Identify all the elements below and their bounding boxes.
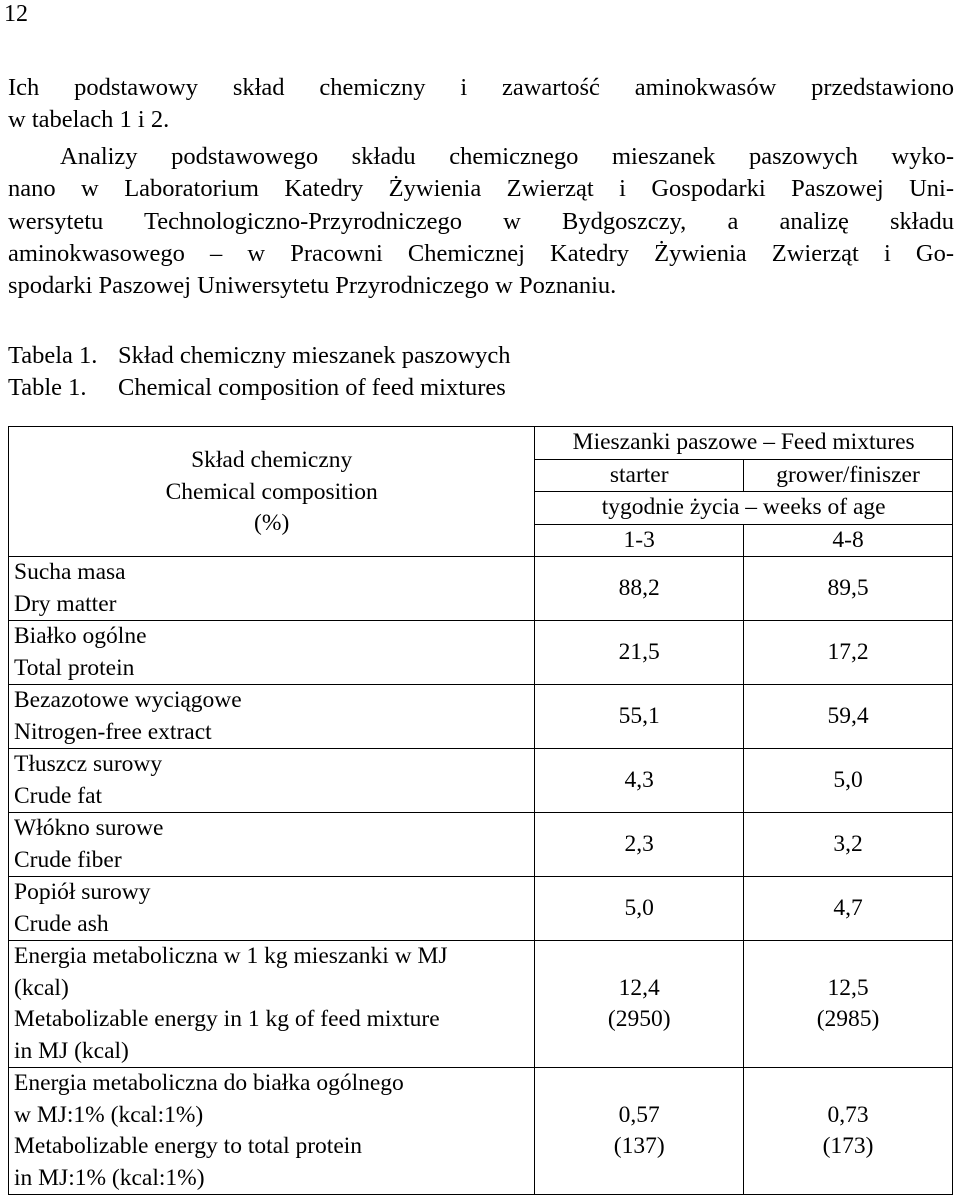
table-caption-pl (8, 340, 511, 372)
grower-value (744, 685, 953, 749)
row-label-line: Energia metaboliczna w 1 kg mieszanki w MJ (14, 943, 448, 969)
caption-text-en: Chemical composition of feed mixtures (118, 374, 506, 401)
header-starter: starter (535, 459, 744, 492)
row-label-line: Dry matter (14, 590, 117, 617)
table-row (9, 749, 953, 813)
row-label-line: Nitrogen-free extract (14, 718, 212, 745)
starter-value-line: 88,2 (618, 574, 660, 601)
table-row (9, 621, 953, 685)
grower-value-line: 12,5 (827, 974, 869, 1001)
analysis-line: Analizy podstawowego składu chemicznego mieszanek paszowych wyko- (60, 143, 954, 170)
caption-label-pl: Tabela 1. (8, 342, 98, 369)
row-label-line: in MJ:1% (kcal:1%) (14, 1164, 205, 1191)
row-label (9, 749, 535, 813)
starter-value-line: 5,0 (624, 894, 654, 921)
grower-value-line: 59,4 (827, 702, 869, 729)
row-label (9, 941, 535, 1068)
header-composition-unit: (%) (254, 510, 290, 536)
row-label-line: Crude fiber (14, 846, 122, 873)
starter-value (535, 1068, 744, 1195)
starter-value-line: 21,5 (618, 638, 660, 665)
table-row (9, 941, 953, 1068)
grower-value-line: (173) (822, 1133, 874, 1159)
header-weeks-starter: 1-3 (535, 524, 744, 557)
composition-table (8, 426, 953, 1195)
row-label-line: Tłuszcz surowy (14, 751, 163, 777)
grower-value-line: 4,7 (833, 894, 863, 921)
grower-value (744, 557, 953, 621)
table-row (9, 557, 953, 621)
analysis-paragraph (8, 141, 954, 302)
header-composition-en: Chemical composition (165, 478, 378, 505)
table-row (9, 813, 953, 877)
caption-text-pl: Skład chemiczny mieszanek paszowych (118, 342, 511, 369)
page-number: 12 (4, 1, 28, 27)
row-label (9, 621, 535, 685)
starter-value (535, 685, 744, 749)
table-row (9, 1068, 953, 1195)
starter-value-line: (137) (613, 1133, 665, 1159)
grower-value (744, 621, 953, 685)
grower-value-line: 5,0 (833, 766, 863, 793)
grower-value (744, 877, 953, 941)
starter-value (535, 941, 744, 1068)
starter-value-line: (2950) (607, 1006, 671, 1032)
grower-value-line: 89,5 (827, 574, 869, 601)
row-label-line: Crude ash (14, 910, 109, 937)
starter-value-line: 2,3 (624, 830, 654, 857)
row-label-line: Bezazotowe wyciągowe (14, 687, 242, 713)
row-label-line: (kcal) (14, 974, 69, 1001)
header-weeks-grower: 4-8 (744, 524, 953, 557)
starter-value-line: 12,4 (618, 974, 660, 1001)
table-row (9, 685, 953, 749)
caption-label-en: Table 1. (8, 374, 87, 401)
row-label-line: Białko ogólne (14, 623, 147, 649)
intro-line: Ich podstawowy skład chemiczny i zawartość aminokwasów przedstawiono (8, 74, 954, 101)
row-label (9, 1068, 535, 1195)
intro-paragraph (8, 72, 954, 137)
row-label-line: Metabolizable energy to total protein (14, 1133, 363, 1159)
intro-line: w tabelach 1 i 2. (8, 106, 170, 134)
grower-value (744, 941, 953, 1068)
row-label-line: Energia metaboliczna do białka ogólnego (14, 1070, 404, 1096)
starter-value (535, 557, 744, 621)
header-composition-pl: Skład chemiczny (191, 447, 353, 473)
grower-value-line: (2985) (816, 1006, 880, 1032)
starter-value-line: 4,3 (624, 766, 654, 793)
analysis-line: spodarki Paszowej Uniwersytetu Przyrodniczego w Poznaniu. (8, 272, 617, 300)
grower-value-line: 0,73 (827, 1101, 869, 1128)
table-caption-en (8, 372, 506, 404)
starter-value-line: 55,1 (618, 702, 660, 729)
row-label (9, 557, 535, 621)
row-label-line: w MJ:1% (kcal:1%) (14, 1101, 204, 1128)
starter-value (535, 877, 744, 941)
row-label (9, 877, 535, 941)
table-row (9, 877, 953, 941)
starter-value-line: 0,57 (618, 1101, 660, 1128)
row-label-line: Sucha masa (14, 559, 126, 585)
row-label-line: Total protein (14, 654, 135, 681)
header-mixtures: Mieszanki paszowe – Feed mixtures (535, 427, 953, 460)
grower-value-line: 17,2 (827, 638, 869, 665)
grower-value (744, 1068, 953, 1195)
row-label (9, 685, 535, 749)
header-grower: grower/finiszer (744, 459, 953, 492)
row-label-line: in MJ (kcal) (14, 1037, 129, 1064)
header-age: tygodnie życia – weeks of age (535, 492, 953, 525)
row-label-line: Metabolizable energy in 1 kg of feed mixture (14, 1006, 440, 1032)
row-label-line: Włókno surowe (14, 815, 164, 841)
starter-value (535, 749, 744, 813)
header-composition (9, 427, 535, 557)
starter-value (535, 621, 744, 685)
grower-value (744, 749, 953, 813)
grower-value-line: 3,2 (833, 830, 863, 857)
analysis-line: nano w Laboratorium Katedry Żywienia Zwierząt i Gospodarki Paszowej Uni- (8, 175, 954, 203)
row-label (9, 813, 535, 877)
row-label-line: Crude fat (14, 782, 103, 809)
table-header-row (9, 427, 953, 460)
row-label-line: Popiół surowy (14, 879, 151, 905)
starter-value (535, 813, 744, 877)
analysis-line: wersytetu Technologiczno-Przyrodniczego w Bydgoszczy, a analizę składu (8, 207, 954, 235)
grower-value (744, 813, 953, 877)
analysis-line: aminokwasowego – w Pracowni Chemicznej Katedry Żywienia Zwierząt i Go- (8, 239, 954, 267)
